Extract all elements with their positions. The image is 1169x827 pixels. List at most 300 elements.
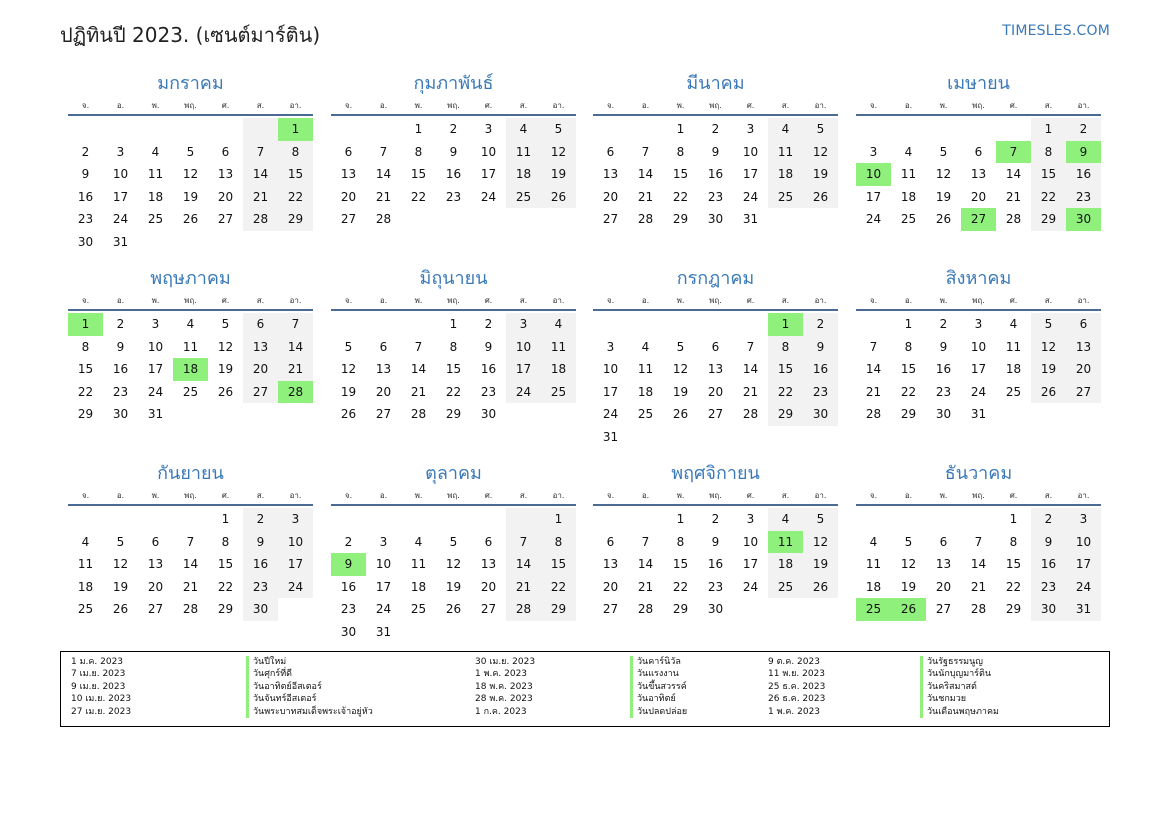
day-cell: 7 xyxy=(506,531,541,554)
day-cell: 23 xyxy=(480,384,497,399)
holiday-date: 1 ก.ค. 2023 xyxy=(475,706,527,717)
weekday-header xyxy=(856,98,1101,116)
day-cell: 1 xyxy=(676,122,685,136)
day-cell: 6 xyxy=(484,534,493,549)
day-cell: 31 xyxy=(742,212,759,226)
day-cell: 25 xyxy=(768,576,803,599)
day-cell: 29 xyxy=(768,403,803,426)
empty-cell xyxy=(996,403,1031,426)
day-cell: 3 xyxy=(869,144,878,159)
day-grid xyxy=(68,508,313,621)
weekday-label: ศ. xyxy=(746,491,755,500)
legend-row xyxy=(768,668,992,680)
holiday-date: 1 พ.ค. 2023 xyxy=(768,706,821,717)
empty-cell xyxy=(506,508,541,531)
legend-row xyxy=(71,706,373,718)
holiday-date: 28 พ.ค. 2023 xyxy=(475,694,533,705)
empty-cell xyxy=(803,598,838,621)
day-cell: 14 xyxy=(278,336,313,359)
holiday-name: วันปีใหม่ xyxy=(246,656,286,668)
day-cell: 11 xyxy=(637,362,654,376)
weekday-label: จ. xyxy=(344,101,353,110)
day-cell: 13 xyxy=(935,557,952,571)
day-cell: 3 xyxy=(746,122,755,136)
weekday-label: อา. xyxy=(552,491,565,500)
weekday-label: อา. xyxy=(1077,296,1090,305)
weekday-header xyxy=(68,293,313,311)
day-cell: 2 xyxy=(243,508,278,531)
weekday-label: พฤ. xyxy=(709,101,722,110)
weekday-label: อา. xyxy=(814,491,827,500)
weekday-label: อ. xyxy=(116,101,125,110)
day-grid xyxy=(856,508,1101,621)
day-cell: 27 xyxy=(217,212,234,226)
day-cell: 12 xyxy=(672,362,689,376)
month-calendar xyxy=(593,265,838,448)
day-cell: 6 xyxy=(711,339,720,354)
empty-cell xyxy=(366,508,401,531)
holiday-name: วันพระบาทสมเด็จพระเจ้าอยู่หัว xyxy=(246,706,373,718)
day-cell: 11 xyxy=(147,167,164,181)
empty-cell xyxy=(996,118,1031,141)
day-cell: 19 xyxy=(803,163,838,186)
day-cell: 30 xyxy=(707,212,724,226)
day-cell: 9 xyxy=(81,167,90,181)
holiday-name: วันรัฐธรรมนูญ xyxy=(920,656,983,668)
weekday-header xyxy=(331,98,576,116)
day-cell: 31 xyxy=(602,429,619,444)
day-cell: 26 xyxy=(803,576,838,599)
day-cell: 8 xyxy=(676,534,685,549)
weekday-label: อ. xyxy=(641,491,650,500)
day-cell: 19 xyxy=(112,579,129,594)
day-cell: 10 xyxy=(506,336,541,359)
weekday-label: อ. xyxy=(116,491,125,500)
empty-cell xyxy=(68,508,103,531)
empty-cell xyxy=(926,118,961,141)
day-cell: 11 xyxy=(541,336,576,359)
day-cell: 7 xyxy=(641,144,650,159)
day-cell: 15 xyxy=(672,557,689,571)
weekday-label: อ. xyxy=(641,101,650,110)
holiday-date: 7 เม.ย. 2023 xyxy=(71,669,126,680)
empty-cell xyxy=(331,118,366,141)
empty-cell xyxy=(541,208,576,231)
legend-column-1 xyxy=(71,656,373,718)
day-cell: 22 xyxy=(445,384,462,399)
legend-row xyxy=(71,668,292,680)
weekday-label: อา. xyxy=(552,101,565,110)
day-cell: 4 xyxy=(768,508,803,531)
empty-cell xyxy=(856,508,891,531)
empty-cell xyxy=(768,598,803,621)
day-cell: 20 xyxy=(243,358,278,381)
weekday-header xyxy=(68,488,313,506)
month-name: มีนาคม xyxy=(686,73,745,94)
day-cell: 11 xyxy=(1005,339,1022,354)
weekday-header xyxy=(331,293,576,311)
weekday-label: ส. xyxy=(781,491,790,500)
day-cell: 6 xyxy=(151,534,160,549)
weekday-label: อา. xyxy=(289,491,302,500)
weekday-label: อ. xyxy=(379,296,388,305)
holiday-legend xyxy=(60,651,1110,727)
holiday-date: 1 พ.ค. 2023 xyxy=(475,669,528,680)
day-cell: 5 xyxy=(344,339,353,354)
empty-cell xyxy=(856,313,891,336)
legend-row xyxy=(475,681,687,693)
day-cell: 17 xyxy=(602,384,619,399)
weekday-label: พฤ. xyxy=(447,491,460,500)
day-cell: 13 xyxy=(707,362,724,376)
empty-cell xyxy=(208,231,243,254)
day-cell: 17 xyxy=(742,557,759,571)
empty-cell xyxy=(803,208,838,231)
day-cell: 30 xyxy=(707,602,724,616)
day-cell: 1 xyxy=(1009,512,1018,526)
month-calendar xyxy=(68,70,313,253)
day-cell: 31 xyxy=(970,407,987,421)
empty-cell xyxy=(961,508,996,531)
day-cell: 31 xyxy=(112,234,129,249)
day-cell: 11 xyxy=(900,167,917,181)
weekday-label: พฤ. xyxy=(184,491,197,500)
day-cell: 24 xyxy=(970,384,987,399)
day-cell: 1 xyxy=(414,122,423,136)
empty-cell xyxy=(138,508,173,531)
day-cell: 12 xyxy=(900,557,917,571)
holiday-date: 27 เม.ย. 2023 xyxy=(71,706,132,717)
day-cell: 20 xyxy=(935,579,952,594)
day-cell: 15 xyxy=(77,362,94,376)
day-cell: 5 xyxy=(541,118,576,141)
day-cell: 28 xyxy=(742,407,759,421)
empty-cell xyxy=(103,508,138,531)
day-cell: 26 xyxy=(891,598,926,621)
empty-cell xyxy=(68,118,103,141)
holiday-date: 26 ธ.ค. 2023 xyxy=(768,694,826,705)
day-cell: 20 xyxy=(707,384,724,399)
day-cell: 6 xyxy=(1066,313,1101,336)
weekday-label: พ. xyxy=(939,491,948,500)
holiday-date: 11 พ.ย. 2023 xyxy=(768,669,826,680)
day-cell: 29 xyxy=(1005,602,1022,616)
day-grid xyxy=(68,118,313,253)
day-cell: 14 xyxy=(506,553,541,576)
empty-cell xyxy=(506,621,541,644)
day-cell: 22 xyxy=(77,384,94,399)
empty-cell xyxy=(138,118,173,141)
empty-cell xyxy=(208,118,243,141)
day-cell: 10 xyxy=(480,144,497,159)
weekday-label: พ. xyxy=(676,491,685,500)
day-cell: 8 xyxy=(81,339,90,354)
day-cell: 15 xyxy=(672,167,689,181)
day-grid xyxy=(331,118,576,231)
day-cell: 3 xyxy=(506,313,541,336)
weekday-label: พฤ. xyxy=(447,101,460,110)
empty-cell xyxy=(628,426,663,449)
day-cell: 30 xyxy=(340,624,357,639)
day-cell: 12 xyxy=(1031,336,1066,359)
day-cell: 26 xyxy=(803,186,838,209)
month-calendar xyxy=(68,460,313,621)
day-cell: 23 xyxy=(340,602,357,616)
day-cell: 19 xyxy=(935,189,952,204)
weekday-label: ศ. xyxy=(221,101,230,110)
day-cell: 11 xyxy=(410,557,427,571)
day-cell: 13 xyxy=(602,167,619,181)
day-cell: 13 xyxy=(340,167,357,181)
day-cell: 4 xyxy=(81,534,90,549)
empty-cell xyxy=(278,231,313,254)
day-cell: 12 xyxy=(445,557,462,571)
day-cell: 16 xyxy=(480,362,497,376)
day-cell: 8 xyxy=(904,339,913,354)
day-cell: 13 xyxy=(243,336,278,359)
day-cell: 24 xyxy=(1066,576,1101,599)
holiday-name: วันคริสมาสต์ xyxy=(920,681,977,693)
day-cell: 21 xyxy=(182,579,199,594)
day-cell: 16 xyxy=(112,362,129,376)
weekday-label: พ. xyxy=(939,101,948,110)
day-cell: 12 xyxy=(803,141,838,164)
weekday-label: อ. xyxy=(904,491,913,500)
day-cell: 28 xyxy=(375,212,392,226)
empty-cell xyxy=(628,118,663,141)
day-cell: 12 xyxy=(182,167,199,181)
weekday-label: พ. xyxy=(414,296,423,305)
day-cell: 30 xyxy=(243,598,278,621)
day-cell: 21 xyxy=(243,186,278,209)
day-cell: 13 xyxy=(480,557,497,571)
empty-cell xyxy=(331,313,366,336)
empty-cell xyxy=(366,313,401,336)
day-cell: 1 xyxy=(221,512,230,526)
legend-row xyxy=(475,693,676,705)
holiday-name: วันปลดปล่อย xyxy=(630,706,687,718)
day-cell: 26 xyxy=(340,407,357,421)
empty-cell xyxy=(278,403,313,426)
day-cell: 2 xyxy=(81,144,90,159)
day-cell: 20 xyxy=(602,579,619,594)
weekday-header xyxy=(593,98,838,116)
day-cell: 5 xyxy=(186,144,195,159)
day-cell: 12 xyxy=(803,531,838,554)
day-cell: 15 xyxy=(1031,163,1066,186)
day-cell: 30 xyxy=(935,407,952,421)
day-grid xyxy=(593,313,838,448)
weekday-label: พ. xyxy=(676,101,685,110)
day-cell: 23 xyxy=(707,579,724,594)
weekday-label: จ. xyxy=(81,491,90,500)
month-calendar xyxy=(593,460,838,621)
day-cell: 27 xyxy=(707,407,724,421)
weekday-label: ศ. xyxy=(484,296,493,305)
day-grid xyxy=(856,313,1101,426)
day-cell: 28 xyxy=(970,602,987,616)
day-cell: 4 xyxy=(1009,317,1018,331)
day-cell: 4 xyxy=(541,313,576,336)
day-cell: 3 xyxy=(606,339,615,354)
day-cell: 29 xyxy=(77,407,94,421)
day-cell: 7 xyxy=(641,534,650,549)
day-cell: 11 xyxy=(182,339,199,354)
weekday-label: อ. xyxy=(641,296,650,305)
day-cell: 6 xyxy=(606,144,615,159)
day-cell: 18 xyxy=(506,163,541,186)
holiday-name: วันเดือนพฤษภาคม xyxy=(920,706,999,718)
day-cell: 5 xyxy=(676,339,685,354)
day-cell: 14 xyxy=(637,557,654,571)
empty-cell xyxy=(243,231,278,254)
weekday-label: ส. xyxy=(256,101,265,110)
legend-row xyxy=(475,656,681,668)
day-cell: 18 xyxy=(768,163,803,186)
day-cell: 21 xyxy=(637,189,654,204)
day-cell: 9 xyxy=(711,534,720,549)
day-cell: 4 xyxy=(768,118,803,141)
day-cell: 15 xyxy=(445,362,462,376)
holiday-name: วันชกมวย xyxy=(920,693,966,705)
day-cell: 13 xyxy=(602,557,619,571)
empty-cell xyxy=(436,508,471,531)
day-cell: 29 xyxy=(445,407,462,421)
day-cell: 5 xyxy=(939,144,948,159)
day-cell: 21 xyxy=(1005,189,1022,204)
day-cell: 3 xyxy=(151,317,160,331)
empty-cell xyxy=(401,313,436,336)
day-grid xyxy=(856,118,1101,231)
day-cell: 9 xyxy=(116,339,125,354)
weekday-label: พ. xyxy=(151,491,160,500)
weekday-label: ศ. xyxy=(746,296,755,305)
day-cell: 17 xyxy=(506,358,541,381)
day-cell: 20 xyxy=(602,189,619,204)
month-name: พฤษภาคม xyxy=(150,268,231,289)
empty-cell xyxy=(173,118,208,141)
day-grid xyxy=(593,118,838,231)
weekday-label: พ. xyxy=(414,491,423,500)
weekday-label: ศ. xyxy=(484,101,493,110)
day-cell: 24 xyxy=(506,381,541,404)
day-cell: 27 xyxy=(961,208,996,231)
day-cell: 1 xyxy=(676,512,685,526)
day-cell: 26 xyxy=(182,212,199,226)
day-cell: 12 xyxy=(541,141,576,164)
month-calendar xyxy=(331,460,576,643)
day-cell: 4 xyxy=(641,339,650,354)
brand-link[interactable]: TIMESLES.COM xyxy=(1002,23,1110,39)
day-cell: 28 xyxy=(243,208,278,231)
holiday-name: วันนักบุญมาร์ติน xyxy=(920,668,991,680)
day-cell: 5 xyxy=(116,534,125,549)
day-cell: 22 xyxy=(1031,186,1066,209)
empty-cell xyxy=(208,403,243,426)
weekday-header xyxy=(68,98,313,116)
empty-cell xyxy=(1031,403,1066,426)
day-cell: 7 xyxy=(974,534,983,549)
weekday-label: จ. xyxy=(606,101,615,110)
day-cell: 6 xyxy=(344,144,353,159)
weekday-label: ศ. xyxy=(1009,491,1018,500)
weekday-label: อา. xyxy=(289,101,302,110)
weekday-label: พ. xyxy=(939,296,948,305)
day-cell: 8 xyxy=(1031,141,1066,164)
empty-cell xyxy=(506,403,541,426)
empty-cell xyxy=(856,118,891,141)
day-cell: 25 xyxy=(1005,384,1022,399)
day-cell: 15 xyxy=(900,362,917,376)
day-cell: 27 xyxy=(602,602,619,616)
day-grid xyxy=(331,313,576,426)
page-title: ปฏิทินปี 2023. (เซนต์มาร์ติน) xyxy=(60,23,321,47)
empty-cell xyxy=(628,313,663,336)
empty-cell xyxy=(436,208,471,231)
day-cell: 27 xyxy=(1066,381,1101,404)
month-calendar xyxy=(68,265,313,426)
empty-cell xyxy=(768,208,803,231)
day-cell: 21 xyxy=(637,579,654,594)
day-cell: 8 xyxy=(414,144,423,159)
weekday-label: อา. xyxy=(1077,491,1090,500)
day-cell: 7 xyxy=(186,534,195,549)
day-cell: 21 xyxy=(742,384,759,399)
empty-cell xyxy=(366,118,401,141)
weekday-label: อา. xyxy=(814,101,827,110)
day-cell: 24 xyxy=(278,576,313,599)
day-cell: 12 xyxy=(217,339,234,354)
day-cell: 17 xyxy=(375,579,392,594)
weekday-label: พฤ. xyxy=(447,296,460,305)
day-cell: 19 xyxy=(340,384,357,399)
day-cell: 17 xyxy=(970,362,987,376)
empty-cell xyxy=(593,508,628,531)
day-cell: 15 xyxy=(1005,557,1022,571)
day-cell: 12 xyxy=(935,167,952,181)
day-cell: 4 xyxy=(151,144,160,159)
day-cell: 23 xyxy=(77,212,94,226)
holiday-name: วันขึ้นสวรรค์ xyxy=(630,681,687,693)
day-cell: 19 xyxy=(803,553,838,576)
holiday-name: วันคาร์นิวัล xyxy=(630,656,681,668)
weekday-label: อ. xyxy=(379,101,388,110)
weekday-header xyxy=(331,488,576,506)
holiday-name: วันอาทิตย์ xyxy=(630,693,676,705)
weekday-label: อา. xyxy=(1077,101,1090,110)
day-cell: 6 xyxy=(221,144,230,159)
day-cell: 17 xyxy=(480,167,497,181)
empty-cell xyxy=(733,313,768,336)
day-cell: 25 xyxy=(147,212,164,226)
day-cell: 23 xyxy=(445,189,462,204)
empty-cell xyxy=(698,313,733,336)
day-cell: 29 xyxy=(672,602,689,616)
weekday-label: พฤ. xyxy=(972,491,985,500)
day-cell: 22 xyxy=(672,579,689,594)
weekday-label: พฤ. xyxy=(972,101,985,110)
day-cell: 8 xyxy=(1009,534,1018,549)
day-cell: 23 xyxy=(1031,576,1066,599)
day-cell: 16 xyxy=(803,358,838,381)
day-cell: 14 xyxy=(182,557,199,571)
day-cell: 7 xyxy=(278,313,313,336)
weekday-label: พฤ. xyxy=(184,296,197,305)
month-name: กรกฎาคม xyxy=(676,268,755,289)
day-cell: 29 xyxy=(217,602,234,616)
day-cell: 2 xyxy=(711,512,720,526)
day-cell: 6 xyxy=(379,339,388,354)
